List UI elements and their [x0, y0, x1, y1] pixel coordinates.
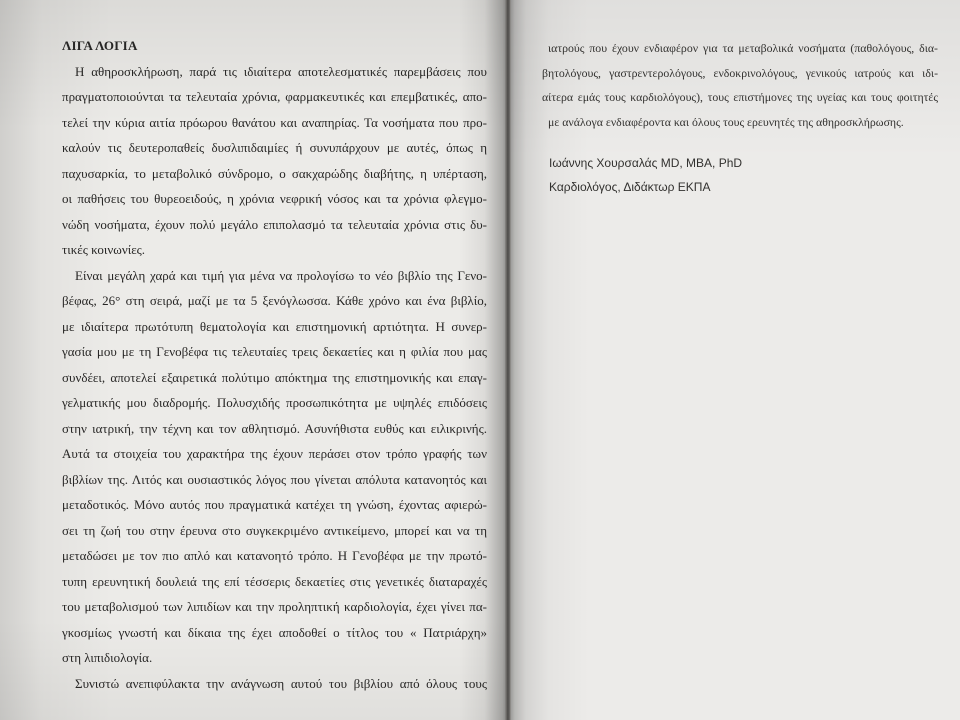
book-gutter: [505, 0, 511, 720]
text-line: Αυτά τα στοιχεία του χαρακτήρα της έχουν περάσει στον τρόπο γραφής των: [62, 446, 487, 461]
signature-title: Καρδιολόγος, Διδάκτωρ ΕΚΠΑ: [549, 180, 711, 194]
text-line: καλούν τις δευτεροπαθείς δυσλιπιδαιμίες ή συνυπάρχουν με αυτές, όπως η: [62, 140, 487, 155]
text-line: Συνιστώ ανεπιφύλακτα την ανάγνωση αυτού του βιβλίου από όλους τους: [75, 675, 487, 691]
text-line: Η αθηροσκλήρωση, παρά τις ιδιαίτερα αποτελεσματικές παρεμβάσεις που: [75, 63, 487, 79]
text-line: στη λιπιδιολογία.: [62, 650, 153, 665]
text-line: γασία μου με τη Γενοβέφα τις τελευταίες τρεις δεκαετίες και η φιλία που μας: [62, 344, 487, 359]
text-line: ιατρούς που έχουν ενδιαφέρον για τα μεταβολικά νοσήματα (παθολόγους, δια-: [548, 41, 938, 55]
text-line: τελεί την κύρια αιτία πρόωρου θανάτου και αναπηρίας. Τα νοσήματα που προ-: [62, 114, 487, 130]
signature-block: [549, 151, 742, 199]
text-line: τικές κοινωνίες.: [62, 242, 146, 257]
chapter-heading: ΛΙΓΑ ΛΟΓΙΑ: [62, 38, 138, 53]
text-line: γκοσμίως γνωστή και δίκαια της έχει αποδοθεί ο τίτλος του « Πατριάρχη»: [62, 624, 487, 640]
signature-name: Ιωάννης Χουρσαλάς MD, MBA, PhD: [549, 156, 743, 170]
text-line: με ιδιαίτερα πρωτότυπη θεματολογία και επιστημονική αρτιότητα. Η συνερ-: [62, 318, 487, 334]
text-line: συνδέει, αποτελεί εξαιρετικά πολύτιμο απόκτημα της επιστημονικής και επαγ-: [62, 369, 487, 385]
text-line: οι παθήσεις του θυρεοειδούς, η χρόνια νεφρική νόσος και τα χρόνια φλεγμο-: [62, 191, 487, 206]
text-line: μεταδοτικός. Μόνο αυτός που πραγματικά κατέχει τη γνώση, έχοντας αφιερώ-: [62, 497, 487, 512]
text-line: παχυσαρκία, το μεταβολικό σύνδρομο, ο σακχαρώδης διαβήτης, η υπέρταση,: [62, 165, 487, 181]
text-line: βητολόγους, γαστρεντερολόγους, ενδοκρινολόγους, γενικούς ιατρούς και ιδι-: [542, 65, 938, 80]
text-line: πραγματοποιούνται τα τελευταία χρόνια, φαρμακευτικές και επεμβατικές, απο-: [62, 89, 487, 104]
text-line: στην ιατρική, την τέχνη και τον αθλητισμό. Ασυνήθιστα ευθύς και ειλικρινής.: [62, 420, 487, 436]
text-line: γελματικής μου διαδρομής. Πολυσχιδής προσωπικότητα με υψηλές επιδόσεις: [62, 395, 487, 410]
paragraph: [62, 671, 487, 697]
text-line: βιβλίων της. Λιτός και ουσιαστικός λόγος που γίνεται απόλυτα κατανοητός και: [62, 471, 487, 487]
paragraph: [62, 59, 487, 263]
text-line: νώδη νοσήματα, έχουν πολύ μεγάλο επιπολασμό τα τελευταία χρόνια στις δυ-: [62, 216, 487, 232]
text-line: με ανάλογα ενδιαφέροντα και όλους τους ερευνητές της αθηροσκλήρωσης.: [548, 114, 904, 129]
text-line: τυπη ερευνητική δουλειά της επί τέσσερις δεκαετίες στις γενετικές διαταραχές: [62, 573, 487, 589]
left-page-text: [62, 33, 487, 696]
text-line: βέφας, 26° στη σειρά, μαζί με τα 5 ξενόγλωσσα. Κάθε χρόνο και ένα βιβλίο,: [62, 293, 487, 308]
text-line: σει τη ζωή του στην έρευνα στο συγκεκριμένο αντικείμενο, μπορεί και να τη: [62, 522, 487, 538]
text-line: Είναι μεγάλη χαρά και τιμή για μένα να προλογίσω το νέο βιβλίο της Γενο-: [75, 267, 487, 283]
paragraph: [62, 263, 487, 671]
text-line: μεταδώσει με τον πιο απλό και κατανοητό τρόπο. Η Γενοβέφα με την πρωτό-: [62, 548, 487, 563]
text-line: αίτερα εμάς τους καρδιολόγους), τους επιστήμονες της υγείας και τους φοιτητές: [542, 90, 938, 104]
right-page-text: [542, 36, 938, 134]
text-line: του μεταβολισμού των λιπιδίων και την προληπτική καρδιολογία, έχει γίνει πα-: [62, 599, 487, 614]
